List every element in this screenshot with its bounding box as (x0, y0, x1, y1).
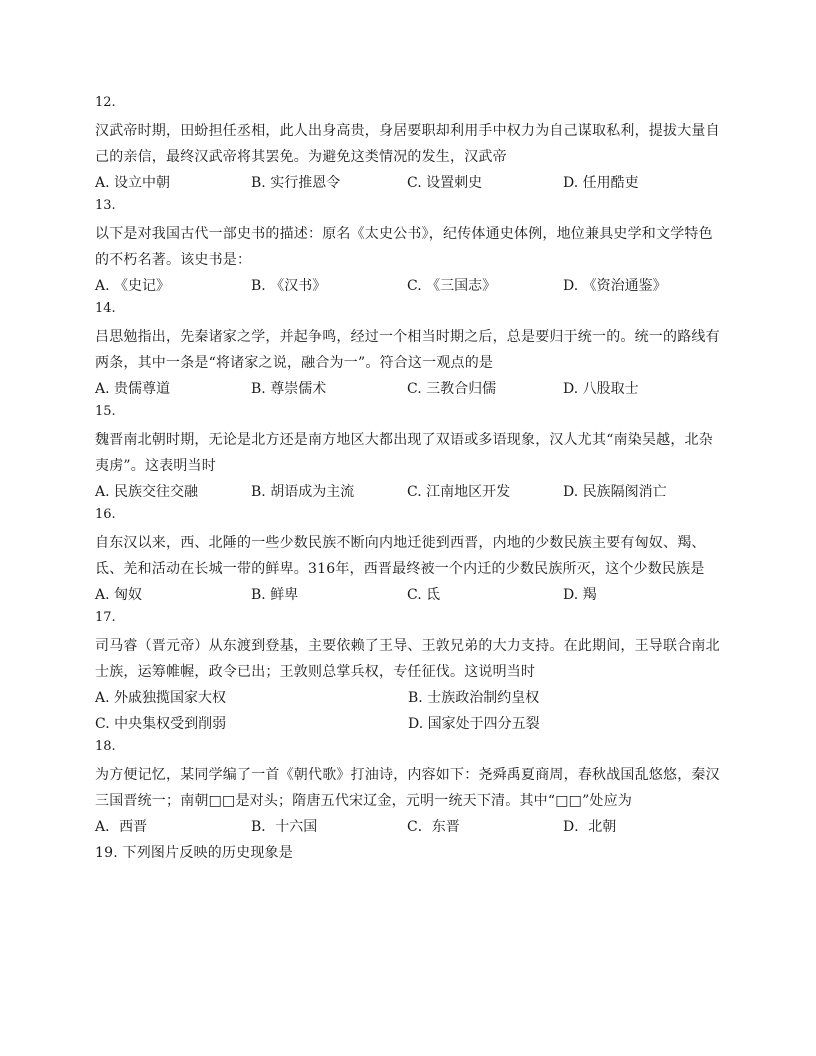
option-d: D. 任用酷吏 (563, 175, 639, 191)
option-c: C. 氐 (407, 587, 441, 603)
option-a: A. 民族交往交融 (95, 484, 199, 500)
question-19-stem: 19. 下列图片反映的历史现象是 (95, 845, 293, 861)
option-b: B. 实行推恩令 (251, 175, 341, 191)
question-number: 16. (95, 507, 116, 522)
question-stem: 以下是对我国古代一部史书的描述：原名《太史公书》，纪传体通史体例，地位兼具史学和文学特色的不朽名著。该史书是： (95, 226, 713, 268)
question-15 (95, 402, 725, 505)
option-c: C. 设置刺史 (407, 175, 483, 191)
option-a: A．西晋 (95, 819, 148, 835)
option-d: D. 《资治通鉴》 (563, 278, 667, 294)
option-c: C. 《三国志》 (407, 278, 497, 294)
option-a: A. 外戚独揽国家大权 (95, 690, 227, 706)
question-17 (95, 608, 725, 737)
question-stem: 司马睿（晋元帝）从东渡到登基，主要依赖了王导、王敦兄弟的大力支持。在此期间，王导联合南北士族，运筹帷幄，政令已出；王敦则总掌兵权，专任征伐。这说明当时 (95, 638, 720, 680)
option-d: D. 民族隔阂消亡 (563, 484, 667, 500)
options-row (95, 582, 725, 608)
options-row (95, 479, 725, 505)
option-c: C．东晋 (407, 819, 460, 835)
question-16 (95, 505, 725, 608)
question-number: 18. (95, 739, 116, 754)
option-d: D. 羯 (563, 587, 597, 603)
option-d: D. 八股取士 (563, 381, 639, 397)
option-b: B．十六国 (251, 819, 318, 835)
question-number: 14. (95, 301, 116, 316)
question-14 (95, 299, 725, 402)
question-18 (95, 737, 725, 840)
option-a: A. 贵儒尊道 (95, 381, 171, 397)
options-row (95, 273, 725, 299)
option-a: A. 《史记》 (95, 278, 171, 294)
exam-page (95, 93, 725, 866)
option-b: B. 士族政治制约皇权 (408, 690, 540, 706)
option-b: B. 鲜卑 (251, 587, 299, 603)
option-a: A. 设立中朝 (95, 175, 171, 191)
options-row (95, 170, 725, 196)
option-b: B. 《汉书》 (251, 278, 327, 294)
option-a: A. 匈奴 (95, 587, 143, 603)
question-stem: 汉武帝时期，田蚡担任丞相，此人出身高贵，身居要职却利用手中权力为自己谋取私利，提拔大量自己的亲信，最终汉武帝将其罢免。为避免这类情况的发生，汉武帝 (95, 123, 720, 165)
option-c: C. 中央集权受到削弱 (95, 716, 227, 732)
option-c: C. 江南地区开发 (407, 484, 511, 500)
question-number: 13. (95, 198, 116, 213)
options-grid (95, 685, 725, 737)
option-d: D. 国家处于四分五裂 (408, 716, 540, 732)
options-row (95, 376, 725, 402)
question-stem: 自东汉以来，西、北陲的一些少数民族不断向内地迁徙到西晋，内地的少数民族主要有匈奴、羯、氐、羌和活动在长城一带的鲜卑。316年，西晋最终被一个内迁的少数民族所灭，这个少数民族是 (95, 535, 706, 577)
options-row (95, 814, 725, 840)
option-d: D．北朝 (563, 819, 617, 835)
question-stem: 魏晋南北朝时期，无论是北方还是南方地区大都出现了双语或多语现象，汉人尤其“南染吴越，北杂夷虏”。这表明当时 (95, 432, 713, 474)
question-number: 15. (95, 404, 116, 419)
option-b: B. 尊崇儒术 (251, 381, 327, 397)
question-stem: 为方便记忆，某同学编了一首《朝代歌》打油诗，内容如下：尧舜禹夏商周，春秋战国乱悠悠，秦汉三国晋统一；南朝□□是对头；隋唐五代宋辽金，元明一统天下清。其中“□□”处应为 (95, 767, 720, 809)
question-number: 17. (95, 610, 116, 625)
question-stem: 吕思勉指出，先秦诸家之学，并起争鸣，经过一个相当时期之后，总是要归于统一的。统一的路线有两条，其中一条是“将诸家之说，融合为一”。符合这一观点的是 (95, 329, 720, 371)
question-13 (95, 196, 725, 299)
question-12 (95, 93, 725, 196)
option-c: C. 三教合归儒 (407, 381, 497, 397)
option-b: B. 胡语成为主流 (251, 484, 355, 500)
question-number: 12. (95, 95, 116, 110)
